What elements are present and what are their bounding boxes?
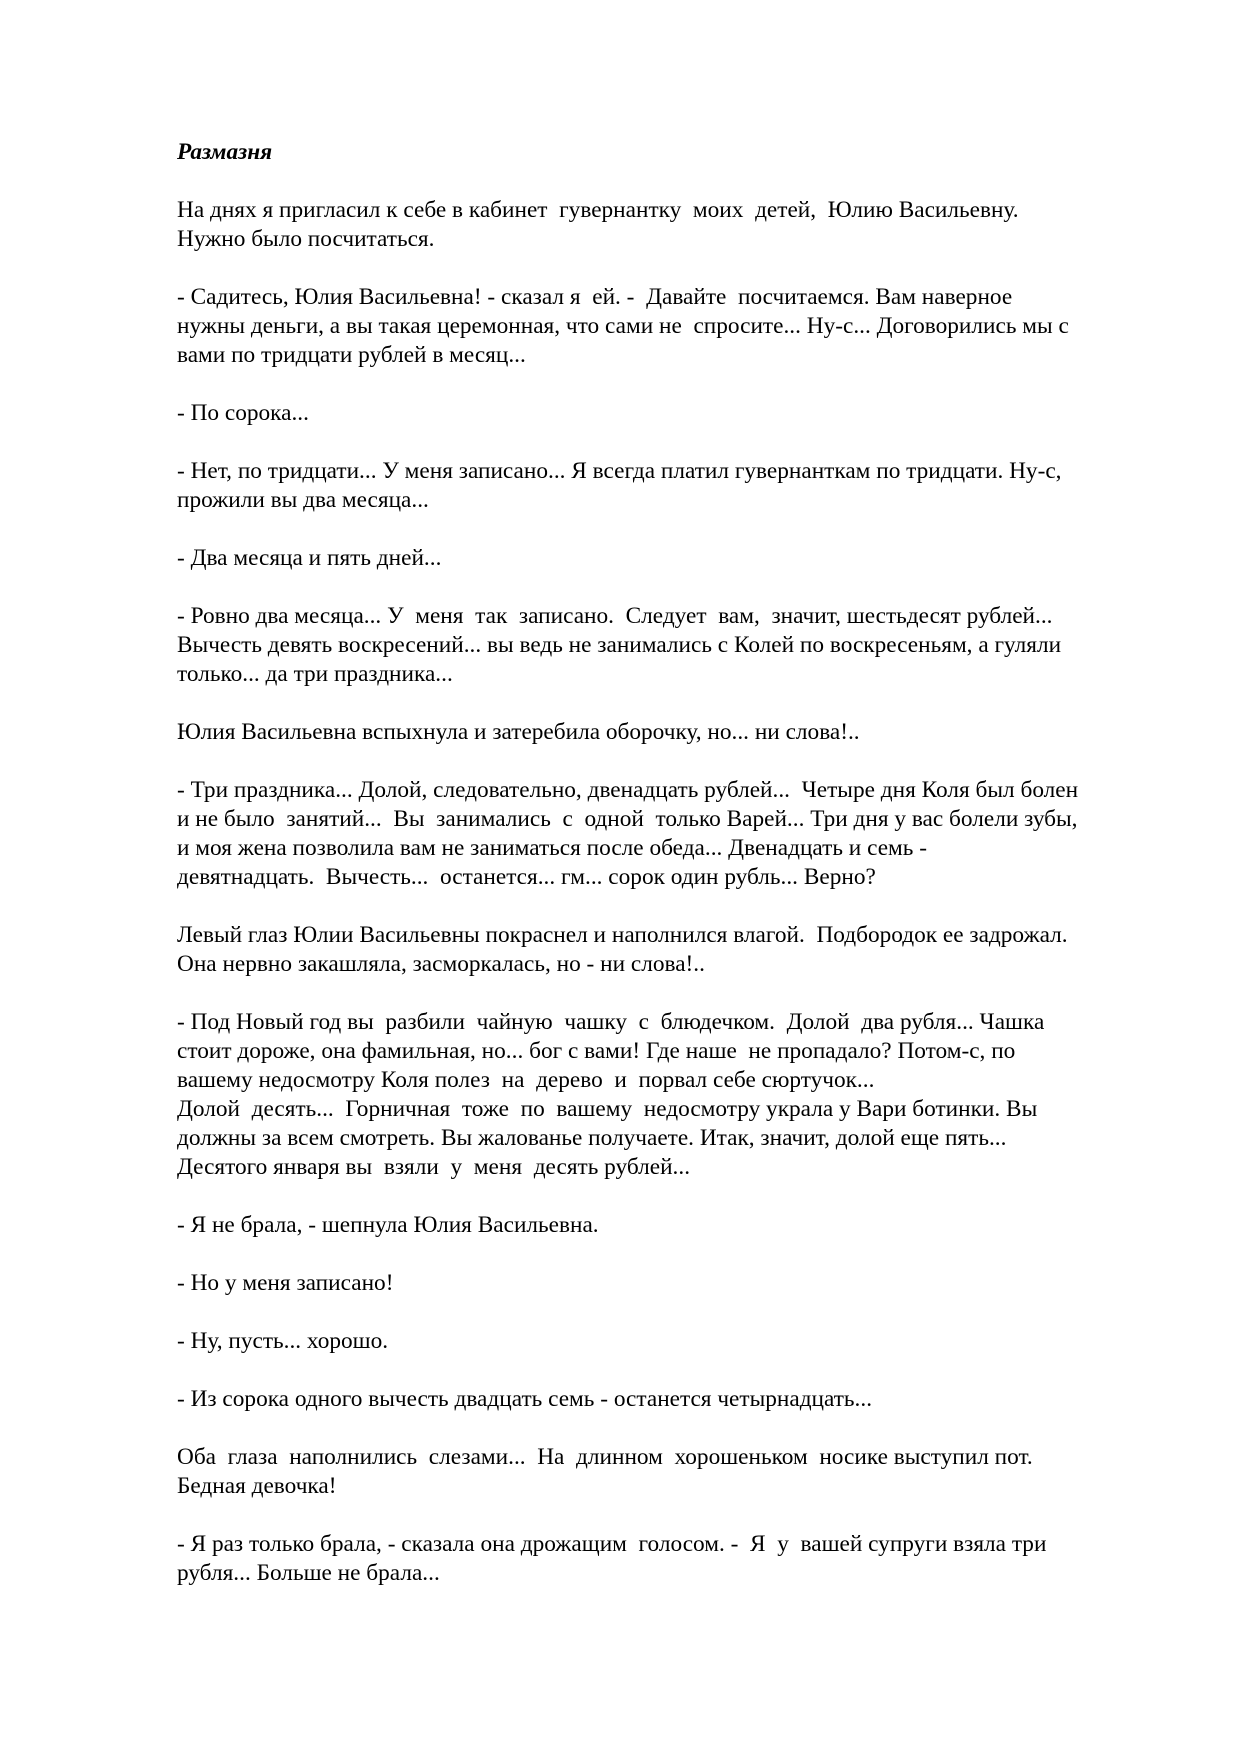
- paragraph: [177, 1211, 1167, 1240]
- text-line: - Садитесь, Юлия Васильевна! - сказал я ей. - Давайте посчитаемся. Вам наверное: [177, 284, 1013, 310]
- text-line: прожили вы два месяца...: [177, 487, 429, 513]
- paragraph: [177, 718, 1167, 747]
- paragraph: [177, 1008, 1167, 1182]
- text-line: - Я раз только брала, - сказала она дрожащим голосом. - Я у вашей супруги взяла три: [177, 1531, 1047, 1557]
- paragraph: [177, 283, 1167, 370]
- text-line: - Под Новый год вы разбили чайную чашку с блюдечком. Долой два рубля... Чашка: [177, 1009, 1045, 1035]
- text-line: - Но у меня записано!: [177, 1270, 394, 1296]
- story-text: [177, 196, 1167, 1588]
- text-line: На днях я пригласил к себе в кабинет гувернантку моих детей, Юлию Васильевну.: [177, 197, 1019, 223]
- text-line: вами по тридцати рублей в месяц...: [177, 342, 526, 368]
- text-line: - Я не брала, - шепнула Юлия Васильевна.: [177, 1212, 599, 1238]
- text-line: - Нет, по тридцати... У меня записано... Я всегда платил гувернанткам по тридцати. Ну-с,: [177, 458, 1062, 484]
- text-line: Юлия Васильевна вспыхнула и затеребила оборочку, но... ни слова!..: [177, 719, 860, 745]
- story-title: Размазня: [177, 139, 273, 165]
- text-line: рубля... Больше не брала...: [177, 1560, 440, 1586]
- text-line: Десятого января вы взяли у меня десять рублей...: [177, 1154, 691, 1180]
- text-line: только... да три праздника...: [177, 661, 453, 687]
- text-line: Долой десять... Горничная тоже по вашему недосмотру украла у Вари ботинки. Вы: [177, 1096, 1038, 1122]
- text-line: Левый глаз Юлии Васильевны покраснел и наполнился влагой. Подбородок ее задрожал.: [177, 922, 1068, 948]
- paragraph: [177, 1443, 1167, 1501]
- text-line: вашему недосмотру Коля полез на дерево и порвал себе сюртучок...: [177, 1067, 875, 1093]
- text-line: девятнадцать. Вычесть... останется... гм... сорок один рубль... Верно?: [177, 864, 876, 890]
- text-line: и моя жена позволила вам не заниматься после обеда... Двенадцать и семь -: [177, 835, 927, 861]
- text-line: Нужно было посчитаться.: [177, 226, 435, 252]
- paragraph: [177, 1327, 1167, 1356]
- paragraph: [177, 776, 1167, 892]
- text-line: - По сорока...: [177, 400, 309, 426]
- text-line: Бедная девочка!: [177, 1473, 337, 1499]
- text-line: должны за всем смотреть. Вы жалованье получаете. Итак, значит, долой еще пять...: [177, 1125, 1007, 1151]
- text-line: - Три праздника... Долой, следовательно, двенадцать рублей... Четыре дня Коля был болен: [177, 777, 1079, 803]
- text-line: - Два месяца и пять дней...: [177, 545, 442, 571]
- paragraph: [177, 921, 1167, 979]
- text-line: - Из сорока одного вычесть двадцать семь - останется четырнадцать...: [177, 1386, 873, 1412]
- text-line: Оба глаза наполнились слезами... На длинном хорошеньком носике выступил пот.: [177, 1444, 1033, 1470]
- paragraph: [177, 196, 1167, 254]
- text-line: - Ну, пусть... хорошо.: [177, 1328, 389, 1354]
- text-line: и не было занятий... Вы занимались с одной только Варей... Три дня у вас болели зубы,: [177, 806, 1078, 832]
- text-line: Она нервно закашляла, засморкалась, но - ни слова!..: [177, 951, 705, 977]
- text-line: нужны деньги, а вы такая церемонная, что сами не спросите... Ну-с... Договорились мы с: [177, 313, 1069, 339]
- paragraph: [177, 544, 1167, 573]
- paragraph: [177, 602, 1167, 689]
- paragraph: [177, 1530, 1167, 1588]
- text-line: - Ровно два месяца... У меня так записано. Следует вам, значит, шестьдесят рублей...: [177, 603, 1053, 629]
- paragraph: [177, 457, 1167, 515]
- paragraph: [177, 1385, 1167, 1414]
- paragraph: [177, 1269, 1167, 1298]
- paragraph: [177, 399, 1167, 428]
- document-body: [177, 138, 1167, 1617]
- text-line: стоит дороже, она фамильная, но... бог с вами! Где наше не пропадало? Потом-с, по: [177, 1038, 1016, 1064]
- text-line: Вычесть девять воскресений... вы ведь не занимались с Колей по воскресеньям, а гуляли: [177, 632, 1062, 658]
